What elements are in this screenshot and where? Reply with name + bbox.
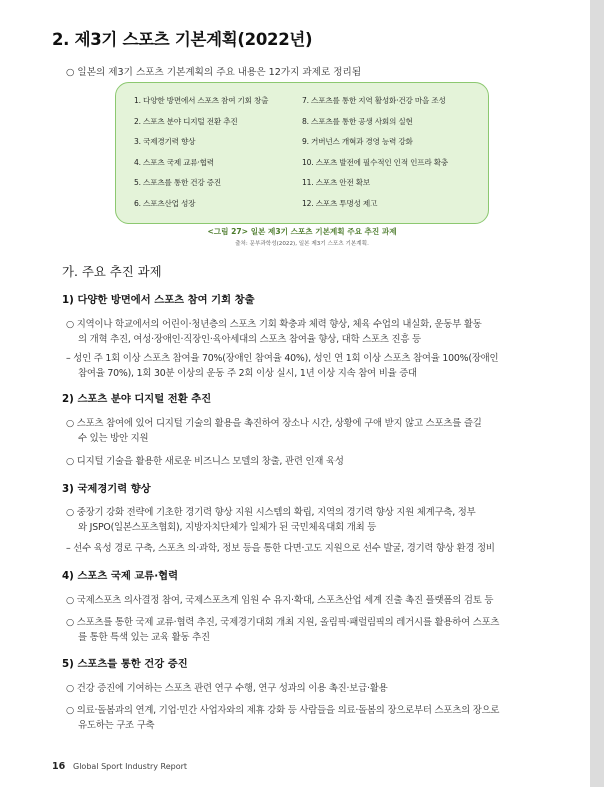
paragraph [66,351,534,381]
paragraph-line: ○ 의료·돌봄과의 연계, 기업·민간 사업자와의 제휴 강화 등 사람들을 의료·돌봄의 장으로부터 스포츠의 장으로 [66,705,500,716]
paragraph [66,454,534,469]
section-title: 가. 주요 추진 과제 [62,264,162,279]
page-title: 2. 제3기 스포츠 기본계획(2022년) [52,30,313,49]
paragraph-line: 참여율 70%), 1회 30분 이상의 운동 주 2회 이상 실시, 1년 이상 지속 참여 비율 증대 [78,368,417,380]
paragraph [66,681,534,696]
task-item-1: 1. 다양한 방면에서 스포츠 참여 기회 창출 [134,96,269,105]
subsection-title-2: 2) 스포츠 분야 디지털 전환 추진 [62,393,212,405]
paragraph-line: – 선수 육성 경로 구축, 스포츠 의·과학, 정보 등을 통한 다면·고도 지원으로 선수 발굴, 경기력 향상 환경 정비 [66,543,495,554]
paragraph-line: ○ 스포츠 참여에 있어 디지털 기술의 활용을 촉진하여 장소나 시간, 상황에 구애 받지 않고 스포츠를 즐길 [66,418,482,429]
paragraph-line: 의 개혁 추진, 여성·장애인·직장인·육아세대의 스포츠 참여율 향상, 대학 스포츠 진흥 등 [78,334,421,346]
paragraph-line: ○ 국제스포츠 의사결정 참여, 국제스포츠계 임원 수 유지·확대, 스포츠산업 세계 진출 촉진 플랫폼의 검토 등 [66,595,494,606]
task-item-8: 8. 스포츠를 통한 공생 사회의 실현 [302,116,413,126]
page-edge-bar [590,0,604,787]
task-item-3: 3. 국제경기력 향상 [134,137,196,147]
task-item-7: 7. 스포츠를 통한 지역 활성화·건강 마을 조성 [302,96,446,105]
paragraph [66,615,534,645]
page-number: 16 [52,761,66,772]
task-item-2: 2. 스포츠 분야 디지털 전환 추진 [134,116,238,126]
intro-text: ○ 일본의 제3기 스포츠 기본계획의 주요 내용은 12가지 과제로 정리됨 [66,67,362,78]
paragraph-line: 와 JSPO(일본스포츠협회), 지방자치단체가 일체가 된 국민체육대회 개최 등 [78,522,377,534]
paragraph [66,593,534,608]
paragraph-line: ○ 중장기 강화 전략에 기초한 경기력 향상 지원 시스템의 확립, 지역의 경기력 향상 지원 체계구축, 정부 [66,507,476,518]
task-item-10: 10. 스포츠 발전에 필수적인 인적 인프라 확충 [302,157,449,167]
paragraph [66,416,534,446]
subsection-title-1: 1) 다양한 방면에서 스포츠 참여 기회 창출 [62,294,255,306]
tasks-figure-box [115,82,489,224]
paragraph-line: 유도하는 구조 구축 [78,720,155,732]
tasks-left-column [134,95,268,219]
task-item-11: 11. 스포츠 안전 확보 [302,178,371,188]
figure-source: 출처: 문부과학성(2022), 일본 제3기 스포츠 기본계획. [235,241,369,247]
footer-title: Global Sport Industry Report [73,762,188,771]
subsection-title-3: 3) 국제경기력 향상 [62,483,151,495]
task-item-5: 5. 스포츠를 통한 건강 증진 [134,178,222,188]
figure-caption: <그림 27> 일본 제3기 스포츠 기본계획 주요 추진 과제 [207,227,397,236]
paragraph [66,317,534,347]
task-item-12: 12. 스포츠 투명성 제고 [302,198,378,208]
paragraph-line: ○ 디지털 기술을 활용한 새로운 비즈니스 모델의 창출, 관련 인재 육성 [66,456,344,467]
paragraph-line: 를 통한 특색 있는 교육 활동 추진 [78,632,210,644]
task-item-9: 9. 거버넌스 개혁과 경영 능력 강화 [302,137,413,147]
subsection-title-4: 4) 스포츠 국제 교류·협력 [62,570,179,582]
task-item-6: 6. 스포츠산업 성장 [134,198,196,208]
paragraph-line: – 성인 주 1회 이상 스포츠 참여율 70%(장애인 참여율 40%), 성인 연 1회 이상 스포츠 참여율 100%(장애인 [66,353,499,364]
paragraph-line: ○ 건강 증진에 기여하는 스포츠 관련 연구 수행, 연구 성과의 이용 촉진·보급·활용 [66,683,388,694]
paragraph-line: ○ 지역이나 학교에서의 어린이·청년층의 스포츠 기회 확충과 체력 향상, 체육 수업의 내실화, 운동부 활동 [66,319,482,330]
task-item-4: 4. 스포츠 국제 교류·협력 [134,157,214,167]
paragraph [66,703,534,733]
paragraph-line: 수 있는 방안 지원 [78,433,149,445]
paragraph [66,505,534,535]
subsection-title-5: 5) 스포츠를 통한 건강 증진 [62,658,188,670]
tasks-right-column [302,95,448,219]
paragraph [66,541,534,556]
paragraph-line: ○ 스포츠를 통한 국제 교류·협력 추진, 국제경기대회 개최 지원, 올림픽·패럴림픽의 레거시를 활용하여 스포츠 [66,617,500,628]
